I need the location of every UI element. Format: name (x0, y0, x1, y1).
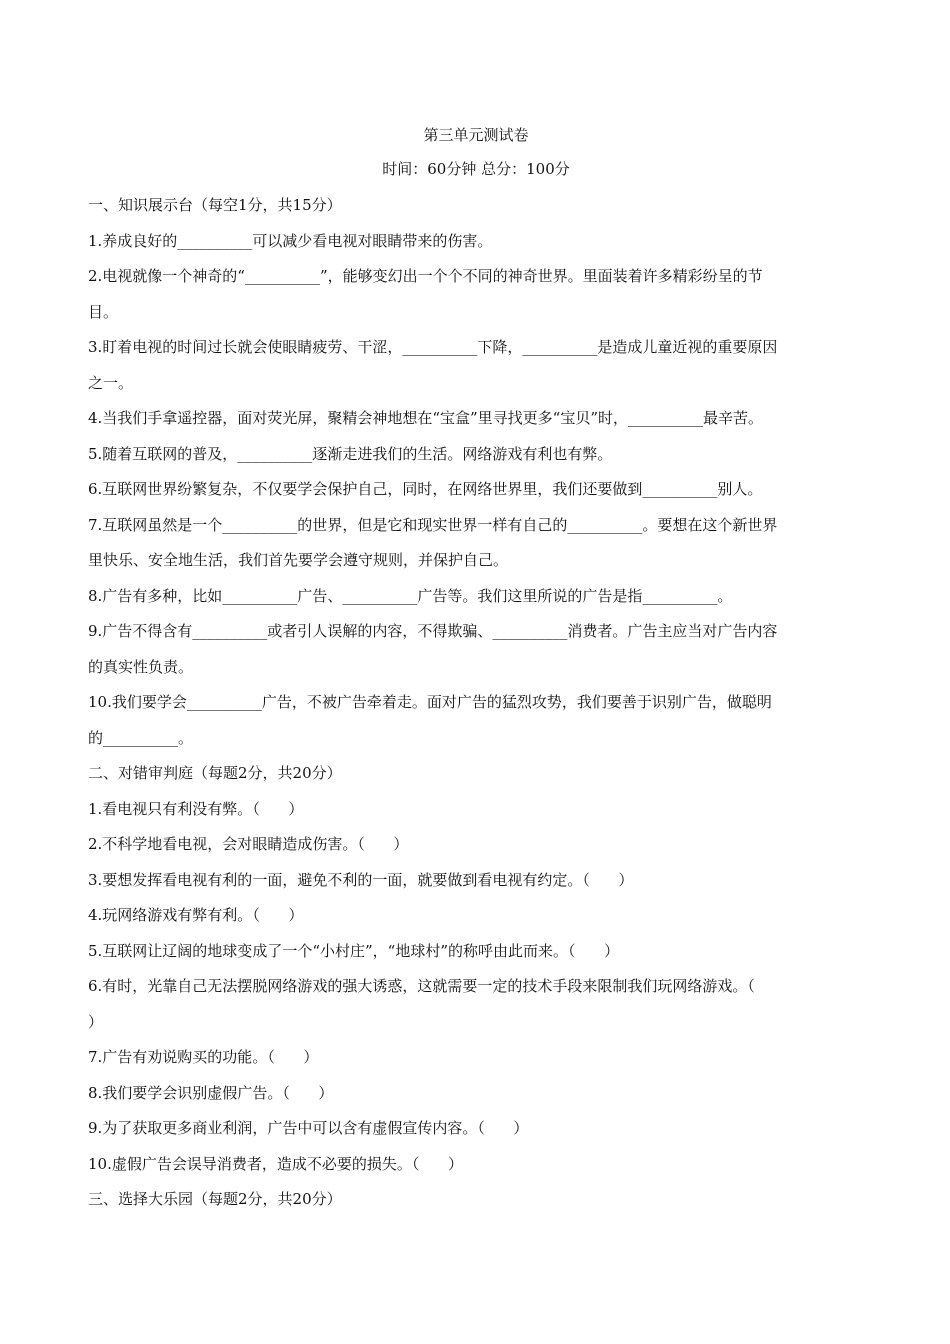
section2-line: 9.为了获取更多商业利润，广告中可以含有虚假宣传内容。（ ） (88, 1119, 529, 1137)
exam-page (88, 122, 864, 1218)
section1-line: 8.广告有多种，比如__________广告、__________广告等。我们这里所说的广告是指__________。 (88, 586, 733, 605)
section2-line: 4.玩网络游戏有弊有利。（ ） (88, 906, 304, 924)
section3-heading: 三、选择大乐园（每题2分，共20分） (88, 1190, 342, 1208)
section1-line: 之一。 (88, 373, 134, 392)
section1-line: 的真实性负责。 (88, 657, 194, 676)
page-title: 第三单元测试卷 (423, 126, 529, 144)
section2-line: 8.我们要学会识别虚假广告。（ ） (88, 1083, 334, 1102)
section2-heading: 二、对错审判庭（每题2分，共20分） (88, 764, 342, 782)
section1-line: 10.我们要学会__________广告，不被广告牵着走。面对广告的猛烈攻势，我们要善于识别广告，做聪明 (88, 693, 772, 711)
section1-line: 里快乐、安全地生活，我们首先要学会遵守规则，并保护自己。 (88, 551, 509, 569)
section2-line: 1.看电视只有利没有弊。（ ） (88, 799, 304, 818)
page-subtitle: 时间：60分钟 总分：100分 (382, 160, 570, 178)
section1-line: 目。 (88, 302, 119, 321)
section1-line: 的__________。 (88, 728, 194, 747)
section2-line: 7.广告有劝说购买的功能。（ ） (88, 1048, 319, 1066)
section1-line: 7.互联网虽然是一个__________的世界，但是它和现实世界一样有自己的__________。要想在这个新世界 (88, 515, 778, 534)
section1-line: 2.电视就像一个神奇的“__________”，能够变幻出一个个不同的神奇世界。里面装着许多精彩纷呈的节 (88, 267, 763, 285)
section2-line: 5.互联网让辽阔的地球变成了一个“小村庄”，“地球村”的称呼由此而来。（ ） (88, 941, 620, 960)
section2-line: 3.要想发挥看电视有利的一面，避免不利的一面，就要做到看电视有约定。（ ） (88, 870, 634, 889)
section1-line: 1.养成良好的__________可以减少看电视对眼睛带来的伤害。 (88, 231, 493, 250)
section2-line: 6.有时，光靠自己无法摆脱网络游戏的强大诱惑，这就需要一定的技术手段来限制我们玩网络游戏。（ (88, 977, 755, 995)
section2-line: 2.不科学地看电视，会对眼睛造成伤害。（ ） (88, 835, 409, 853)
section1-line: 9.广告不得含有__________或者引人误解的内容，不得欺骗、__________消费者。广告主应当对广告内容 (88, 622, 778, 640)
section1-line: 5.随着互联网的普及，__________逐渐走进我们的生活。网络游戏有利也有弊。 (88, 444, 613, 463)
section2-line: 10.虚假广告会误导消费者，造成不必要的损失。（ ） (88, 1154, 463, 1173)
section1-line: 3.盯着电视的时间过长就会使眼睛疲劳、干涩，__________下降，__________是造成儿童近视的重要原因 (88, 338, 778, 356)
section2-line: ） (88, 1012, 104, 1031)
section1-line: 6.互联网世界纷繁复杂，不仅要学会保护自己，同时，在网络世界里，我们还要做到__________别人。 (88, 480, 763, 498)
section1-heading: 一、知识展示台（每空1分，共15分） (88, 196, 342, 214)
section1-line: 4.当我们手拿遥控器，面对荧光屏，聚精会神地想在“宝盒”里寻找更多“宝贝”时，__________最辛苦。 (88, 409, 763, 427)
